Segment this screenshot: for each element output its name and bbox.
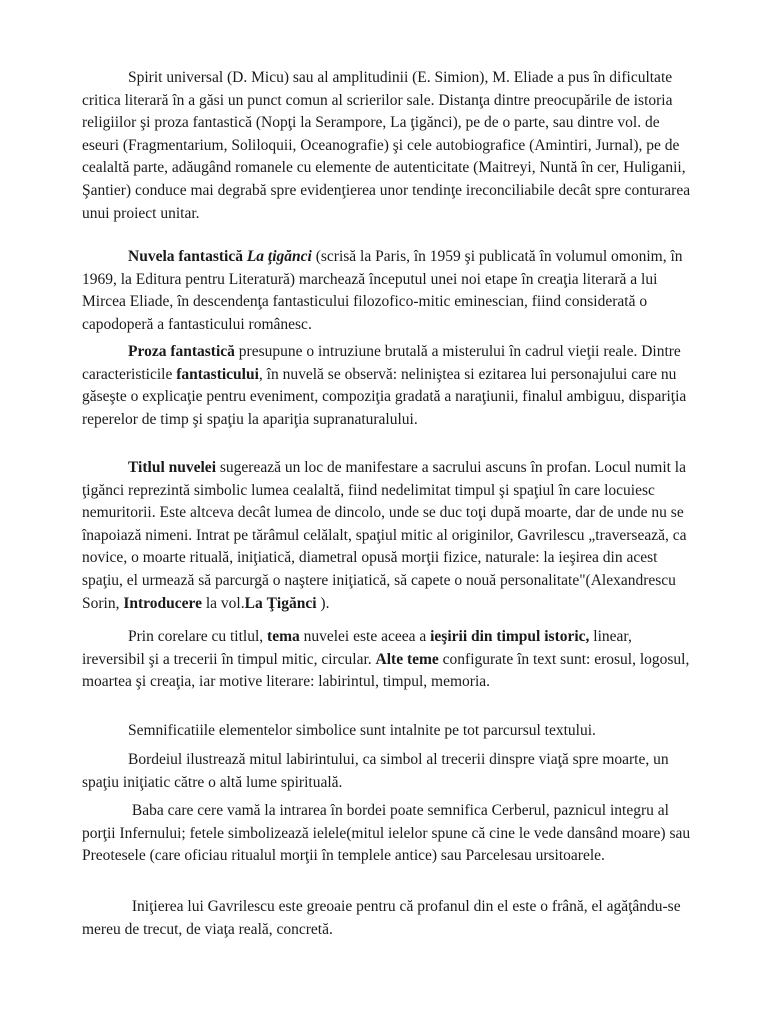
bold-text: Alte teme [375, 650, 439, 668]
bold-text: Introducere [123, 594, 202, 612]
bold-text: Titlul nuvelei [128, 459, 216, 476]
paragraph-semnificatii: Semnificatiile elementelor simbolice sunt intalnite pe tot parcursul textului. [128, 722, 596, 739]
paragraph-proza: Proza fantastică presupune o intruziune brutală a misterului în cadrul vieţii reale. Dintre caracteristicile fantasticului, în nuvelă se observă: neliniştea si ezitarea lui personajului care nu găseşte o explicaţie pentru eveniment, compoziţia gradată a naraţiunii, finalul ambiguu, dispariţia reperelor de timp şi spaţiu la apariţia supranaturalului. [82, 343, 687, 428]
paragraph-initierea: Iniţierea lui Gavrilescu este greoaie pentru că profanul din el este o frână, el agăţându-se mereu de trecut, de viaţa reală, concretă. [82, 898, 681, 938]
bold-text: Proza fantastică [128, 343, 235, 360]
paragraph-bordeiul: Bordeiul ilustrează mitul labirintului, ca simbol al trecerii dinspre viaţă spre moarte, un spaţiu iniţiatic către o altă lume spirituală. [82, 751, 669, 791]
bold-text: tema [267, 628, 300, 645]
bold-text: fantasticului [176, 365, 259, 383]
paragraph-intro: Spirit universal (D. Micu) sau al amplitudinii (E. Simion), M. Eliade a pus în dificultate critica literară în a găsi un punct comun al scrierilor sale. Distanţa dintre preocupările de istoria religiilor şi proza fantastică (Nopţi la Serampore, La ţigănci), pe de o parte, sau dintre vol. de eseuri (Fragmentarium, Soliloquii, Oceanografie) şi cele autobiografice (Amintiri, Jurnal), pe de cealaltă parte, adăugând romanele cu elemente de autenticitate (Maitreyi, Nuntă în cer, Huliganii, Şantier) conduce mai degrabă spre evidenţierea unor tendinţe ireconciliabile decât spre conturarea unui proiect unitar. [82, 69, 691, 222]
bold-text: Nuvela fantastică [128, 248, 247, 265]
paragraph-tema: Prin corelare cu titlul, tema nuvelei este aceea a ieşirii din timpul istoric, linear, ireversibil şi a trecerii în timpul mitic, circular. Alte teme configurate în text sunt: erosul, logosul, moartea şi creaţia, iar motive literare: labirintul, timpul, memoria. [82, 628, 690, 691]
paragraph-titlu: Titlul nuvelei sugerează un loc de manifestare a sacrului ascuns în profan. Locul numit la ţigănci reprezintă simbolic lumea cealaltă, fiind nedelimitat timpul şi spaţiul în care locuiesc nemuritorii. Este altceva decât lumea de dincolo, unde se duc toţi după moarte, dar de unde nu se înapoiază nimeni. Intrat pe tărâmul celălalt, spaţiul mitic al originilor, Gavrilescu „traversează, ca novice, o moarte rituală, iniţiatică, diametral opusă morţii fizice, naturale: la ieşirea din acest spaţiu, el urmează să parcurgă o naştere iniţiatică, să capete o nouă personalitate"(Alexandrescu Sorin, Introducere la vol.La Ţigănci ). [82, 459, 687, 612]
paragraph-baba: Baba care cere vamă la intrarea în bordei poate semnifica Cerberul, paznicul integru al porţii Infernului; fetele simbolizează ielele(mitul ielelor spune că cine le vede dansând moare) sau Preotesele (care oficiau ritualul morţii în templele antice) sau Parcelesau ursitoarele. [82, 802, 691, 865]
bold-italic-text: La ţigănci [246, 248, 312, 265]
paragraph-nuvela: Nuvela fantastică La ţigănci (scrisă la Paris, în 1959 şi publicată în volumul omonim, în 1969, la Editura pentru Literatură) marchează începutul unei noi etape în creaţia literară a lui Mircea Eliade, în descendenţa fantasticului filozofico-mitic eminescian, fiind considerată o capodoperă a fantasticului românesc. [82, 248, 683, 333]
bold-text: ieşirii din timpul istoric, [430, 628, 590, 645]
bold-text: La Ţigănci [244, 594, 317, 612]
